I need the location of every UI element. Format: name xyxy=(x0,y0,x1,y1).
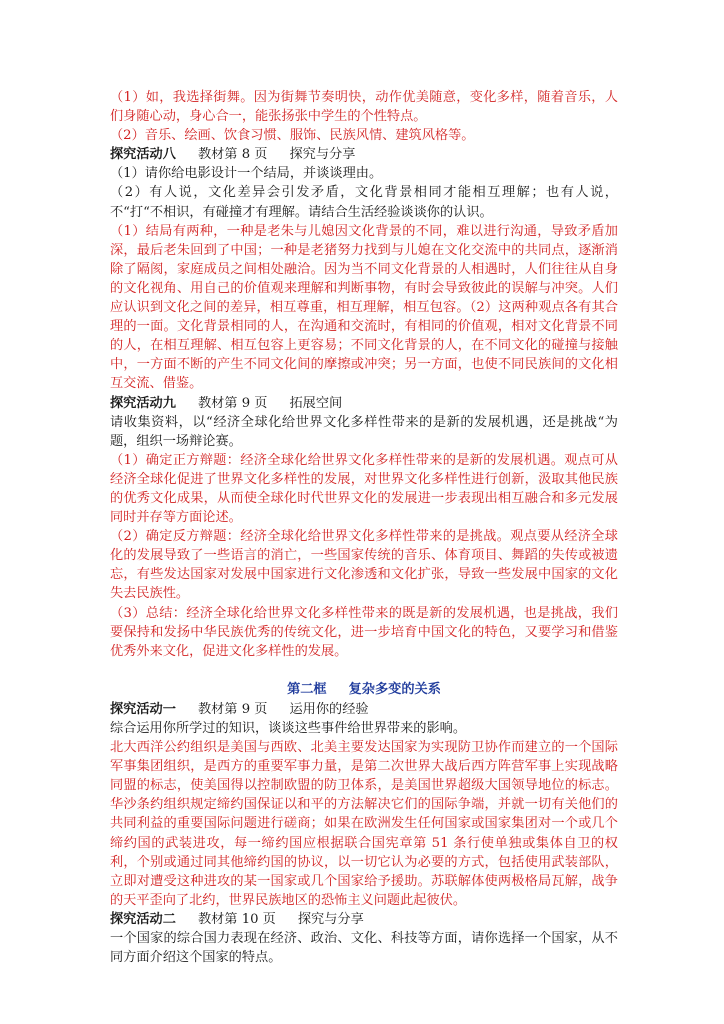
activity-heading xyxy=(110,910,618,929)
activity-topic: 拓展空间 xyxy=(289,395,343,411)
answer-paragraph: （1）如，我选择街舞。因为街舞节奏明快，动作优美随意，变化多样，随着音乐，人们身随心动，身心合一，能张扬张中学生的个性特点。 xyxy=(110,90,618,125)
answer-paragraph: （2）音乐、绘画、饮食习惯、服饰、民族风情、建筑风格等。 xyxy=(110,128,475,144)
activity-material: 教材第 9 页 xyxy=(197,395,268,411)
answer-paragraph: （1）结局有两种，一种是老朱与儿媳因文化背景的不同，难以进行沟通，导致矛盾加深，最后老朱回到了中国；一种是老猪努力找到与儿媳在文化交流中的共同点，逐渐消除了隔阂，家庭成员之间相处融洽。因为当不同文化背景的人相遇时，人们往往从自身的文化视角、用自己的价值观来理解和判断事物，有时会导致彼此的误解与冲突。人们应认识到文化之间的差异，相互尊重，相互理解，相互包容。（2）这两种观点各有其合理的一面。文化背景相同的人，在沟通和交流时，有相同的价值观，相对文化背景不同的人，在相互理解、相互包容上更容易；不同文化背景的人，在不同文化的碰撞与接触中，一方面不断的产生不同文化间的摩擦或冲突；另一方面，也使不同民族间的文化相互交流、借鉴。 xyxy=(110,223,618,392)
answer-paragraph: （2）确定反方辩题：经济全球化给世界文化多样性带来的是挑战。观点要从经济全球化的发展导致了一些语言的消亡，一些国家传统的音乐、体育项目、舞蹈的失传或被遗忘，有些发达国家对发展中国家进行文化渗透和文化扩张，导致一些发展中国家的文化失去民族性。 xyxy=(110,529,618,602)
answer-paragraph: （3）总结：经济全球化给世界文化多样性带来的既是新的发展机遇，也是挑战，我们要保持和发扬中华民族优秀的传统文化，进一步培育中国文化的特色，又要学习和借鉴优秀外来文化，促进文化多样性的发展。 xyxy=(110,605,618,659)
activity-material: 教材第 10 页 xyxy=(197,911,276,927)
question-paragraph: 一个国家的综合国力表现在经济、政治、文化、科技等方面，请你选择一个国家，从不同方面介绍这个国家的特点。 xyxy=(110,931,618,966)
document-page xyxy=(110,88,618,967)
section-heading xyxy=(110,680,618,699)
activity-title: 探究活动二 xyxy=(110,911,176,927)
activity-topic: 运用你的经验 xyxy=(289,701,369,717)
activity-title: 探究活动一 xyxy=(110,701,176,717)
activity-topic: 探究与分享 xyxy=(297,911,364,927)
activity-heading xyxy=(110,700,618,719)
answer-paragraph: （1）确定正方辩题：经济全球化给世界文化多样性带来的是新的发展机遇。观点可从经济全球化促进了世界文化多样性的发展，对世界文化多样性进行创新，汲取其他民族的优秀文化成果，从而使全球化时代世界文化的发展进一步表现出相互融合和多元发展同时并存等方面论述。 xyxy=(110,452,618,526)
section-title: 复杂多变的关系 xyxy=(348,681,441,697)
activity-material: 教材第 9 页 xyxy=(197,701,268,717)
activity-title: 探究活动八 xyxy=(110,147,176,163)
answer-paragraph: 北大西洋公约组织是美国与西欧、北美主要发达国家为实现防卫协作而建立的一个国际军事集团组织，是西方的重要军事力量，是第二次世界大战后西方阵营军事上实现战略同盟的标志，使美国得以控制欧盟的防卫体系，是美国世界超级大国领导地位的标志。华沙条约组织规定缔约国保证以和平的方法解决它们的国际争端，并就一切有关他们的共同利益的重要国际问题进行磋商；如果在欧洲发生任何国家或国家集团对一个或几个缔约国的武装进攻，每一缔约国应根据联合国宪章第 51 条行使单独或集体自卫的权利，个别或通过同其他缔约国的协议，以一切它认为必要的方式，包括使用武装部队，立即对遭受这种进攻的某一国家或几个国家给予援助。苏联解体使两极格局瓦解，战争的天平歪向了北约，世界民族地区的恐怖主义问题此起彼伏。 xyxy=(110,740,618,908)
activity-topic: 探究与分享 xyxy=(289,147,356,163)
question-paragraph: 请收集资料，以“经济全球化给世界文化多样性带来的是新的发展机遇，还是挑战“为题，组织一场辩论赛。 xyxy=(110,414,618,449)
activity-title: 探究活动九 xyxy=(110,395,176,411)
question-paragraph: （1）请你给电影设计一个结局，并谈谈理由。 xyxy=(110,166,383,182)
activity-heading xyxy=(110,145,618,164)
activity-material: 教材第 8 页 xyxy=(197,147,268,163)
activity-heading xyxy=(110,394,618,413)
question-paragraph: 综合运用你所学过的知识，谈谈这些事件给世界带来的影响。 xyxy=(110,721,467,736)
question-paragraph: （2）有人说，文化差异会引发矛盾，文化背景相同才能相互理解；也有人说，不“打“不相识，有碰撞才有理解。请结合生活经验谈谈你的认识。 xyxy=(110,185,618,220)
section-part: 第二框 xyxy=(287,681,327,697)
